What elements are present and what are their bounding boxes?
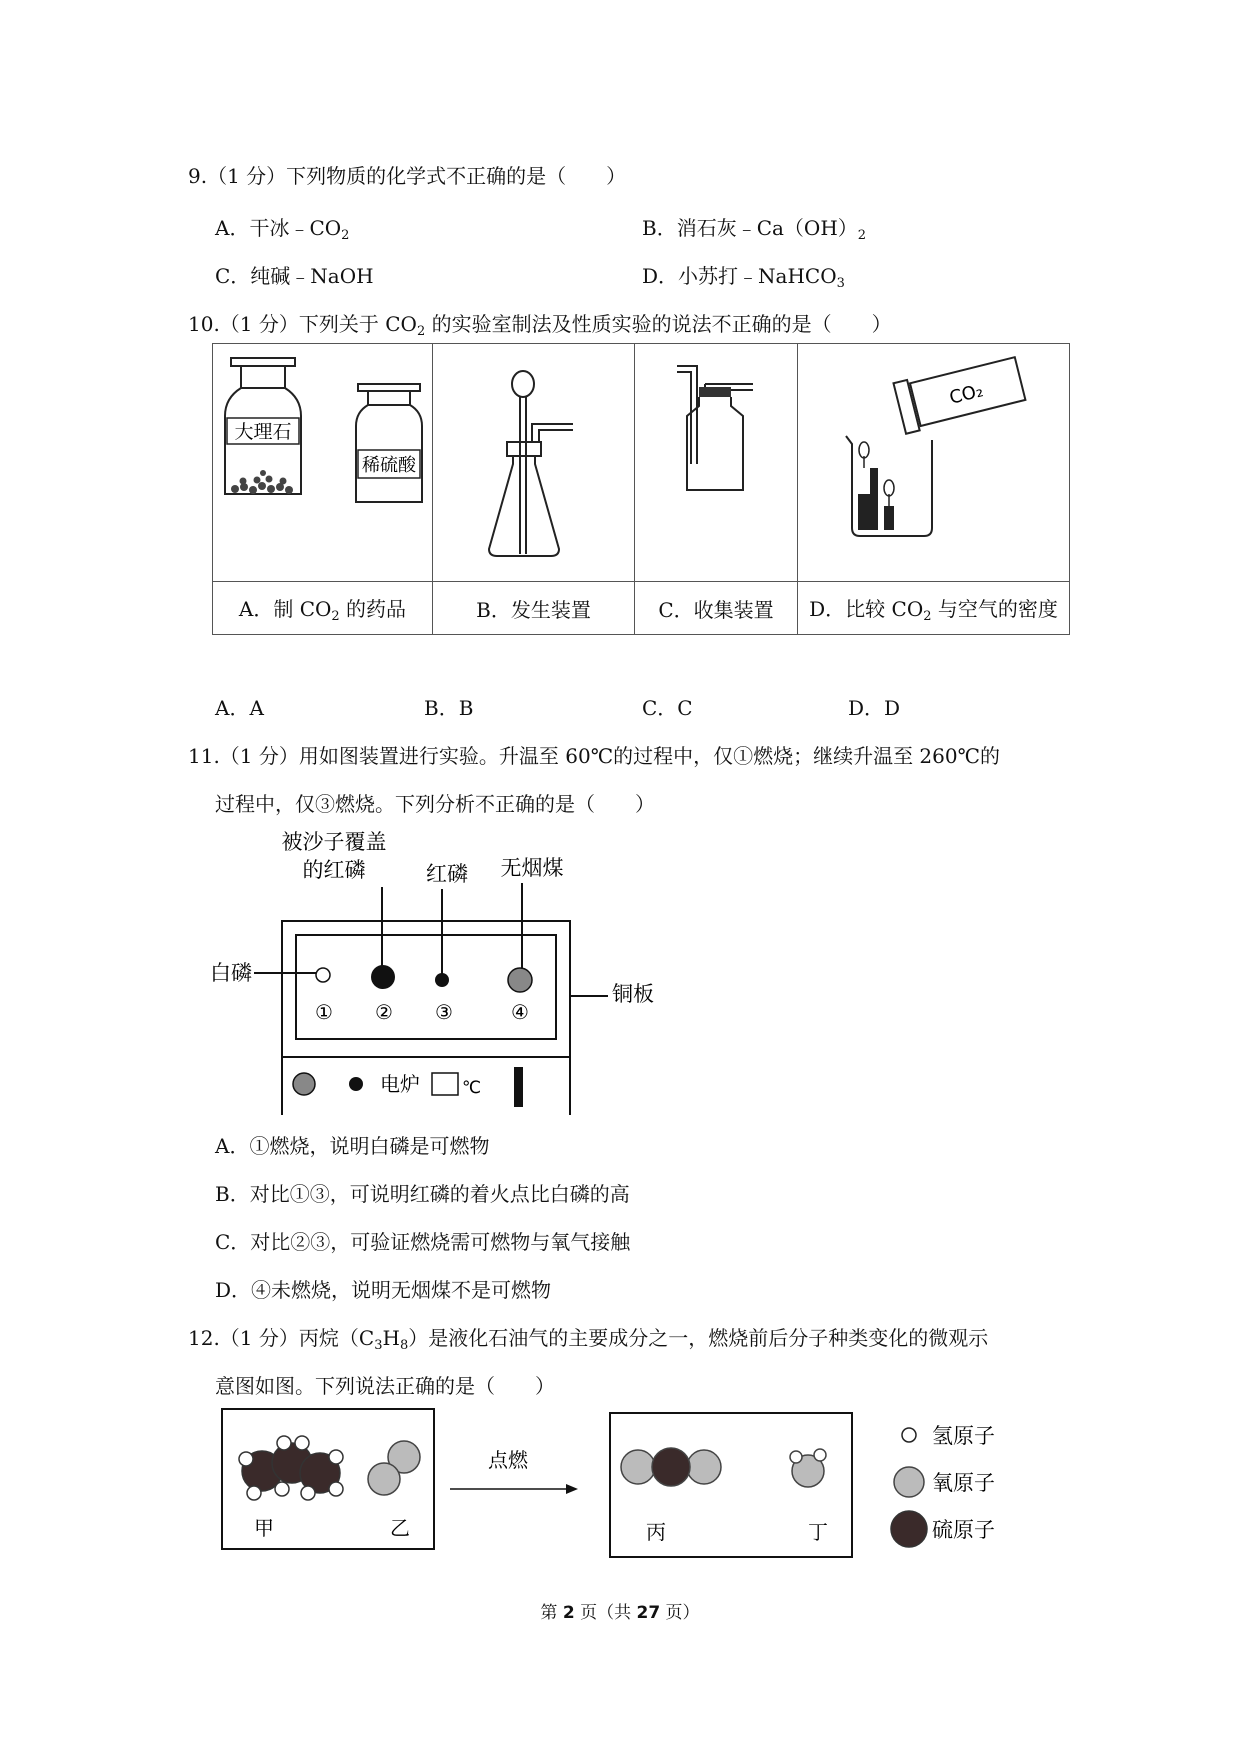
q10-option-d: D．D <box>848 696 901 720</box>
stove-knob-icon <box>293 1073 315 1095</box>
stove-display-icon <box>432 1073 458 1095</box>
label-degree: ℃ <box>462 1078 482 1098</box>
label-jia: 甲 <box>254 1516 274 1540</box>
q10-fig-generator <box>433 344 635 582</box>
white-p-sample <box>316 968 330 982</box>
arrow-head-icon <box>566 1484 578 1494</box>
num-2: ② <box>375 1000 393 1024</box>
q10-figure-table <box>212 343 1070 635</box>
label-copper: 铜板 <box>612 982 654 1006</box>
q10-caption-b: B．发生装置 <box>433 582 635 635</box>
q10-fig-density <box>798 344 1070 582</box>
so2-molecule <box>621 1448 721 1486</box>
stove-switch-icon <box>514 1067 523 1107</box>
label-stove: 电炉 <box>380 1072 420 1096</box>
marble-pebbles <box>231 470 293 494</box>
label-red-p: 红磷 <box>426 862 468 886</box>
legend-hydrogen-icon <box>902 1428 916 1442</box>
label-sand-red-p-1: 被沙子覆盖 <box>281 830 387 854</box>
q11-option-c: C．对比②③，可验证燃烧需可燃物与氧气接触 <box>215 1230 631 1254</box>
label-coal: 无烟煤 <box>500 856 564 880</box>
oxygen-molecule <box>368 1441 420 1495</box>
q10-option-a: A．A <box>215 696 264 720</box>
q10-fig-collector <box>635 344 798 582</box>
label-ding: 丁 <box>808 1520 828 1544</box>
q11-option-b: B．对比①③，可说明红磷的着火点比白磷的高 <box>215 1182 630 1206</box>
label-white-p: 白磷 <box>210 961 252 985</box>
q10-fig-reagents <box>213 344 433 582</box>
q10-caption-c: C．收集装置 <box>635 582 798 635</box>
generator-apparatus-figure <box>433 344 634 576</box>
water-molecule <box>790 1449 826 1487</box>
label-sand-red-p-2: 的红磷 <box>302 858 366 882</box>
q12-stem-line1: 12.（1 分）丙烷$(C_3H_8)$是液化石油气的主要成分之一，燃烧前后分子种类变化的微观示 <box>188 1326 989 1353</box>
q10-caption-a: A．制 $CO_2$ 的药品 <box>213 582 433 635</box>
q9-option-b: B．消石灰$﹣Ca(OH)_2$ <box>642 216 867 243</box>
q9-option-d: D．小苏打﹣NaHCO$_3$ <box>642 264 845 291</box>
q9-stem: 9.（1 分）下列物质的化学式不正确的是（ ） <box>188 164 627 188</box>
q9-option-c: C．纯碱﹣NaOH <box>215 264 374 288</box>
q11-option-a: A．①燃烧，说明白磷是可燃物 <box>215 1134 490 1158</box>
sand-red-p-sample <box>371 965 395 989</box>
collection-bottle-figure <box>635 344 797 576</box>
q11-option-d: D．④未燃烧，说明无烟煤不是可燃物 <box>215 1278 552 1302</box>
q10-option-c: C．C <box>642 696 693 720</box>
co2-jar-label: CO₂ <box>947 380 986 409</box>
reagent-bottles-figure <box>213 344 432 576</box>
legend-oxygen-icon <box>894 1467 924 1497</box>
q9-option-a: A．干冰$﹣CO_2$ <box>215 216 350 243</box>
coal-sample <box>508 968 532 992</box>
co2-pour-figure <box>798 344 1069 576</box>
label-yi: 乙 <box>390 1516 410 1540</box>
stove-indicator-icon <box>349 1077 363 1091</box>
q10-caption-d: D．比较 $CO_2$ 与空气的密度 <box>798 582 1070 635</box>
legend-hydrogen: 氢原子 <box>932 1424 995 1448</box>
q12-molecule-figure <box>218 1405 1018 1560</box>
propane-molecule <box>239 1436 343 1500</box>
num-1: ① <box>315 1000 333 1024</box>
q10-stem: 10.（1 分）下列关于 $CO_2$ 的实验室制法及性质实验的说法不正确的是（ ） <box>188 312 892 339</box>
label-ignite: 点燃 <box>488 1448 528 1472</box>
q12-stem-line2: 意图如图。下列说法正确的是（ ） <box>215 1374 555 1398</box>
marble-label: 大理石 <box>234 421 292 443</box>
legend-sulfur-icon <box>891 1511 927 1547</box>
red-p-sample <box>435 973 449 987</box>
label-bing: 丙 <box>646 1520 666 1544</box>
legend-oxygen: 氧原子 <box>932 1471 995 1495</box>
q11-stem-line2: 过程中，仅③燃烧。下列分析不正确的是（ ） <box>215 792 655 816</box>
num-3: ③ <box>435 1000 453 1024</box>
q10-option-b: B．B <box>424 696 474 720</box>
q11-stem-line1: 11.（1 分）用如图装置进行实验。升温至 60℃的过程中，仅①燃烧；继续升温至 260℃的 <box>188 744 1000 768</box>
num-4: ④ <box>511 1000 529 1024</box>
legend-sulfur: 硫原子 <box>932 1518 995 1542</box>
q11-apparatus-figure <box>210 825 680 1115</box>
acid-label: 稀硫酸 <box>362 455 416 476</box>
page-number-footer: 第 2 页（共 27 页） <box>540 1603 700 1623</box>
